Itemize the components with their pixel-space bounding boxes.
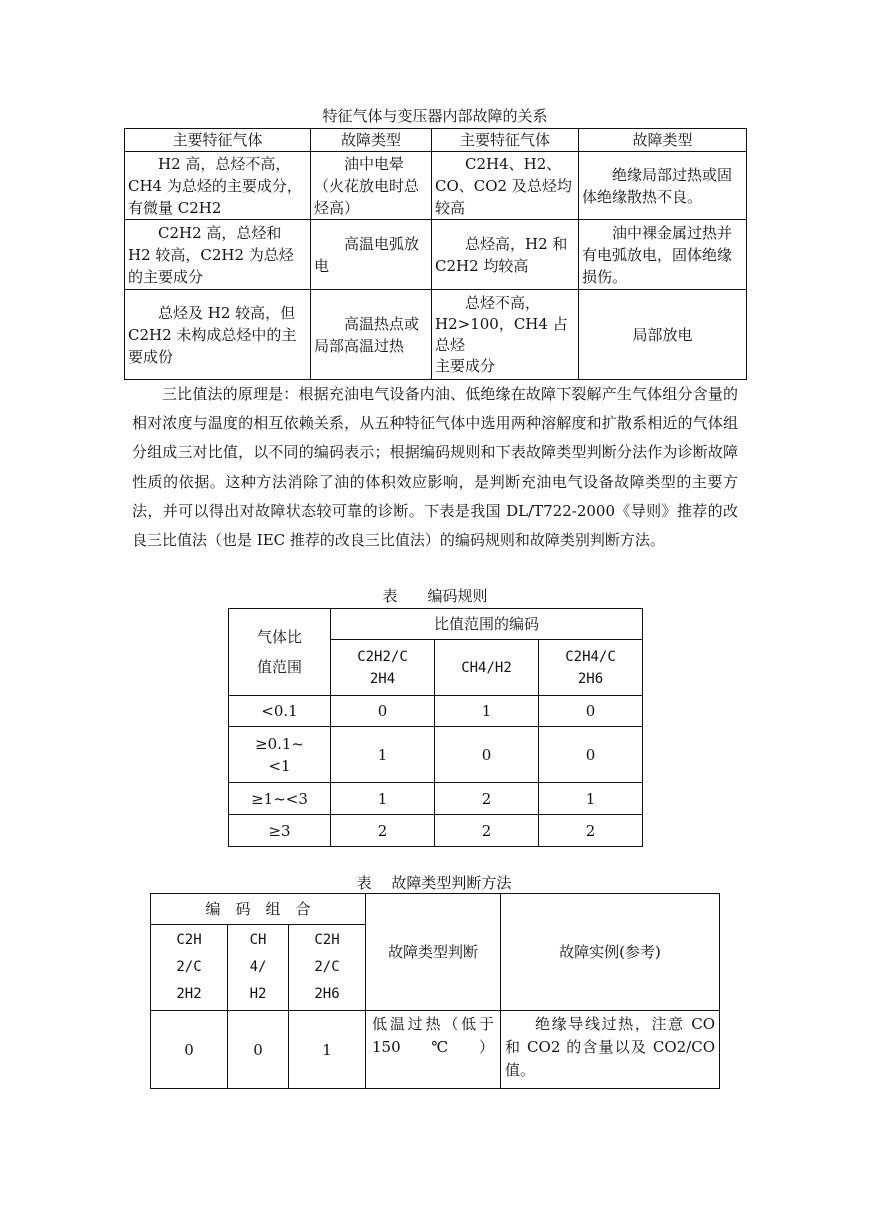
code-cell: 1 xyxy=(539,783,643,815)
table1-title: 特征气体与变压器内部故障的关系 xyxy=(322,107,548,125)
header-line: C2H xyxy=(314,932,340,948)
table2-title: 表 编码规则 xyxy=(382,587,488,605)
header-line: 2H2 xyxy=(176,986,202,1002)
fault-type-judgement-table xyxy=(150,893,720,1089)
example-header: 故障实例(参考) xyxy=(501,894,720,1011)
header-fault-type: 故障类型 xyxy=(311,129,432,152)
fault-type-header: 故障类型判断 xyxy=(366,894,501,1011)
table-header-row xyxy=(151,894,720,925)
code-cell: 2 xyxy=(331,815,435,847)
code-cell: 2 xyxy=(435,783,539,815)
code-cell: 2 xyxy=(435,815,539,847)
cell-gas: C2H4、H2、CO、CO2 及总烃均较高 xyxy=(432,152,579,220)
table-row xyxy=(151,1011,720,1089)
table-row xyxy=(229,815,643,847)
three-ratio-method-paragraph: 三比值法的原理是：根据充油电气设备内油、低绝缘在故障下裂解产生气体组分含量的相对浓度与温度的相互依赖关系，从五种特征气体中选用两种溶解度和扩散系相近的气体组分组成三对比值，以不同的编码表示；根据编码规则和下表故障类型判断分法作为诊断故障性质的依据。这种方法消除了油的体积效应影响，是判断充油电气设备故障类型的主要方法，并可以得出对故障状态较可靠的诊断。下表是我国 DL/T722-2000《导则》推荐的改良三比值法（也是 IEC 推荐的改良三比值法）的编码规则和故障类别判断方法。 xyxy=(132,385,738,550)
code-cell: 1 xyxy=(331,727,435,783)
table3-title: 表 故障类型判断方法 xyxy=(356,874,512,892)
cell-gas-line: 总烃不高， xyxy=(465,293,541,312)
coding-rules-table xyxy=(228,608,643,847)
code-cell: 0 xyxy=(228,1011,289,1089)
header-ch4-h2: CH4/H2 xyxy=(435,640,539,696)
header-c2h2-c2h4 xyxy=(331,640,435,696)
table-row xyxy=(229,783,643,815)
header-line: 2/C xyxy=(176,959,202,975)
table-row xyxy=(125,220,747,290)
example-cell: 绝缘导线过热，注意 CO 和 CO2 的含量以及 CO2/CO 值。 xyxy=(501,1011,720,1089)
table-row xyxy=(229,727,643,783)
cell-fault: 高温热点或局部高温过热 xyxy=(311,290,432,380)
header-line: 4/ xyxy=(249,959,267,975)
code-cell: 0 xyxy=(539,727,643,783)
code-cell: 0 xyxy=(435,727,539,783)
cell-gas xyxy=(432,290,579,380)
cell-fault: 高温电弧放电 xyxy=(311,220,432,290)
code-cell: 0 xyxy=(331,696,435,727)
cell-fault: 局部放电 xyxy=(579,290,747,380)
code-cell: 0 xyxy=(151,1011,228,1089)
header-line: H2 xyxy=(249,986,267,1002)
header-line: C2H4/C xyxy=(565,648,616,665)
group-header: 比值范围的编码 xyxy=(331,609,643,640)
code-cell: 1 xyxy=(435,696,539,727)
code-cell: 1 xyxy=(289,1011,366,1089)
cell-gas-line: 主要成分 xyxy=(435,356,496,375)
table-row xyxy=(229,696,643,727)
code-cell: 0 xyxy=(539,696,643,727)
header-line: 2H6 xyxy=(314,986,340,1002)
cell-gas: 总烃高，H2 和 C2H2 均较高 xyxy=(432,220,579,290)
header-main-gas: 主要特征气体 xyxy=(125,129,311,152)
header-c2h2-c2h4 xyxy=(151,925,228,1011)
cell-fault: 油中电晕（火花放电时总烃高） xyxy=(311,152,432,220)
table-header-row xyxy=(125,129,747,152)
header-line: C2H xyxy=(176,932,202,948)
cell-gas-line: H2>100，CH4 占总烃 xyxy=(435,314,568,354)
header-c2h4-c2h6 xyxy=(289,925,366,1011)
cell-fault: 油中裸金属过热并有电弧放电，固体绝缘损伤。 xyxy=(579,220,747,290)
table-row xyxy=(125,152,747,220)
code-cell: 1 xyxy=(331,783,435,815)
code-combination-header: 编 码 组 合 xyxy=(151,894,366,925)
header-c2h4-c2h6 xyxy=(539,640,643,696)
corner-header-line: 值范围 xyxy=(256,658,302,676)
header-ch4-h2 xyxy=(228,925,289,1011)
range-cell xyxy=(229,727,331,783)
table-row xyxy=(125,290,747,380)
code-cell: 2 xyxy=(539,815,643,847)
header-line: 2H6 xyxy=(577,670,604,687)
header-line: 2/C xyxy=(314,959,340,975)
range-line: <1 xyxy=(268,756,291,775)
range-cell: <0.1 xyxy=(229,696,331,727)
range-cell: ≥1~<3 xyxy=(229,783,331,815)
corner-header xyxy=(229,609,331,696)
cell-gas: H2 高，总烃不高，CH4 为总烃的主要成分，有微量 C2H2 xyxy=(125,152,311,220)
range-cell: ≥3 xyxy=(229,815,331,847)
corner-header-line: 气体比 xyxy=(256,628,302,646)
range-line: ≥0.1~ xyxy=(255,734,304,753)
header-fault-type-2: 故障类型 xyxy=(579,129,747,152)
fault-type-cell: 低温过热（低于150℃） xyxy=(366,1011,501,1089)
header-main-gas-2: 主要特征气体 xyxy=(432,129,579,152)
gas-fault-relation-table xyxy=(124,128,747,380)
cell-gas: 总烃及 H2 较高，但 C2H2 未构成总烃中的主要成份 xyxy=(125,290,311,380)
cell-fault: 绝缘局部过热或固体绝缘散热不良。 xyxy=(579,152,747,220)
header-line: C2H2/C xyxy=(357,648,408,665)
cell-gas: C2H2 高，总烃和 H2 较高，C2H2 为总烃的主要成分 xyxy=(125,220,311,290)
header-line: 2H4 xyxy=(369,670,396,687)
table-header-row xyxy=(229,609,643,640)
header-line: CH xyxy=(249,932,267,948)
